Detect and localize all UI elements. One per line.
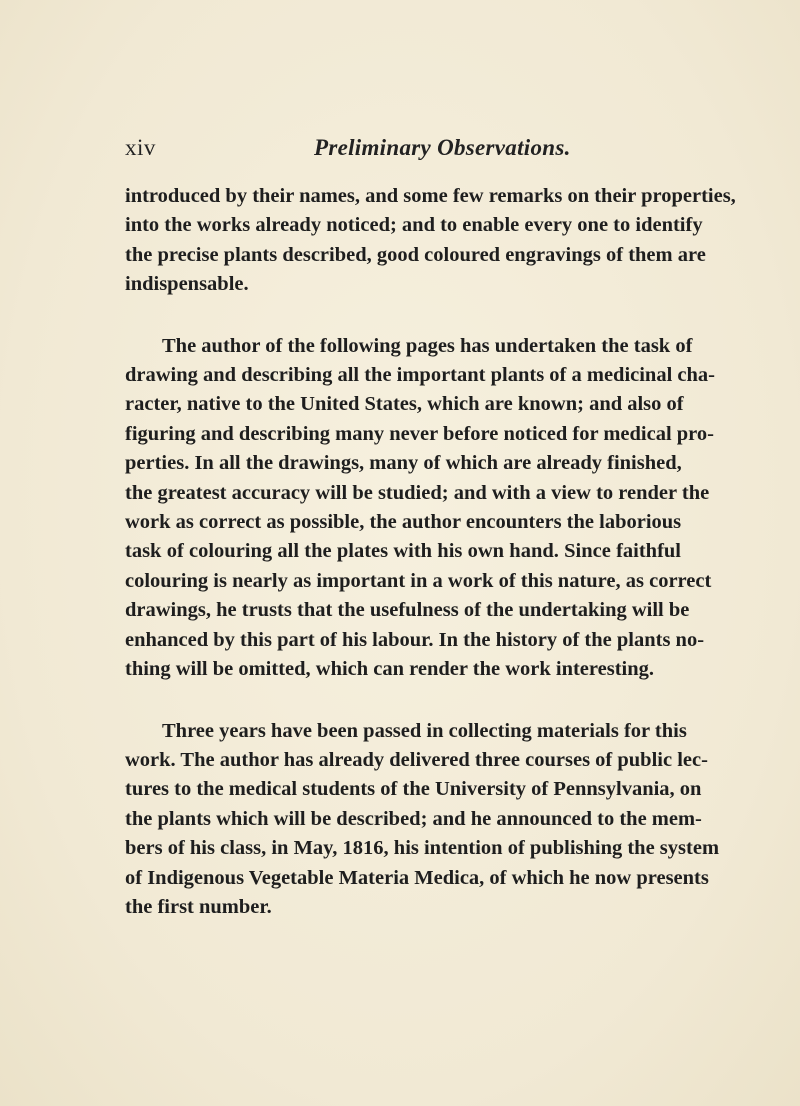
text-line: thing will be omitted, which can render the work interesting.: [125, 658, 655, 681]
paragraph-2: [125, 332, 715, 685]
text-line: the plants which will be described; and he announced to the mem-: [125, 807, 702, 830]
body-text: [125, 182, 736, 922]
text-line: Three years have been passed in collecting materials for this: [162, 719, 687, 742]
text-line: of Indigenous Vegetable Materia Medica, of which he now presents: [125, 866, 709, 889]
text-line: The author of the following pages has undertaken the task of: [162, 334, 693, 357]
text-line: into the works already noticed; and to enable every one to identify: [125, 214, 703, 237]
text-line: figuring and describing many never before noticed for medical pro-: [125, 422, 714, 445]
text-line: tures to the medical students of the University of Pennsylvania, on: [125, 778, 702, 801]
page-number: xiv: [125, 135, 156, 160]
text-line: bers of his class, in May, 1816, his intention of publishing the system: [125, 837, 720, 860]
paragraph-3: [125, 717, 720, 923]
text-line: task of colouring all the plates with his own hand. Since faithful: [125, 540, 681, 563]
text-line: racter, native to the United States, which are known; and also of: [125, 393, 684, 416]
text-line: drawings, he trusts that the usefulness of the undertaking will be: [125, 599, 690, 622]
text-line: work as correct as possible, the author encounters the laborious: [125, 511, 682, 534]
text-line: drawing and describing all the important plants of a medicinal cha-: [125, 364, 715, 387]
text-line: colouring is nearly as important in a work of this nature, as correct: [125, 569, 712, 592]
text-line: indispensable.: [125, 273, 249, 296]
running-head: [125, 130, 571, 166]
paragraph-1: [125, 182, 736, 300]
text-line: the greatest accuracy will be studied; and with a view to render the: [125, 481, 710, 504]
text-line: the first number.: [125, 895, 272, 918]
running-title: Preliminary Observations.: [314, 135, 571, 160]
text-line: the precise plants described, good coloured engravings of them are: [125, 243, 706, 266]
text-line: perties. In all the drawings, many of which are already finished,: [125, 452, 682, 475]
text-line: work. The author has already delivered three courses of public lec-: [125, 748, 708, 771]
text-line: enhanced by this part of his labour. In the history of the plants no-: [125, 628, 705, 651]
text-line: introduced by their names, and some few remarks on their properties,: [125, 185, 736, 207]
